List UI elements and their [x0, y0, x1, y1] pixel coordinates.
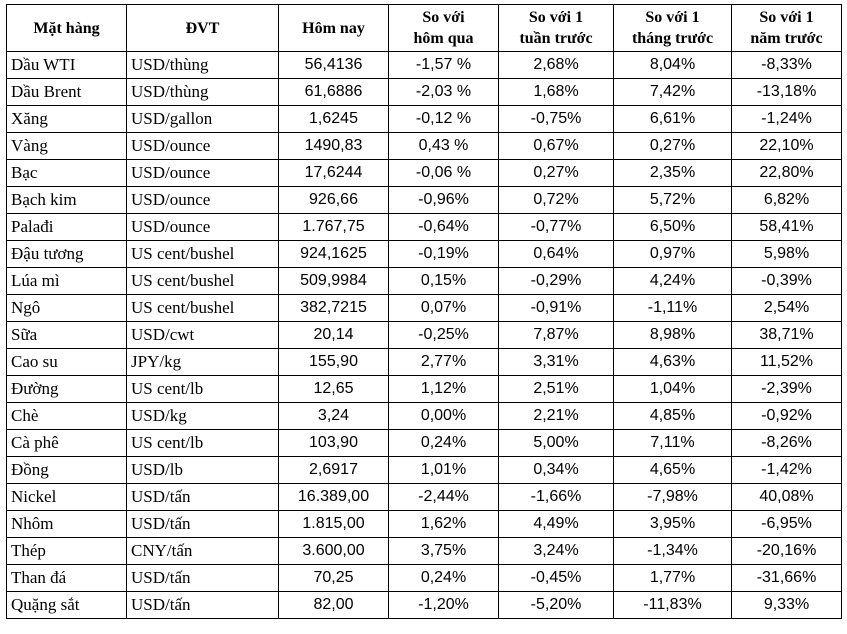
cell-vs-week: 7,87%	[499, 322, 614, 349]
column-header-item	[7, 5, 127, 52]
cell-unit: CNY/tấn	[127, 538, 279, 565]
cell-vs-year: 11,52%	[732, 349, 842, 376]
cell-vs-year: -6,95%	[732, 511, 842, 538]
column-header-vs-month	[614, 5, 732, 52]
cell-vs-week: -0,75%	[499, 106, 614, 133]
cell-vs-week: 2,68%	[499, 52, 614, 79]
cell-vs-week: -5,20%	[499, 592, 614, 619]
cell-vs-year: -31,66%	[732, 565, 842, 592]
column-header-line: So với	[422, 9, 465, 26]
cell-vs-year: -0,39%	[732, 268, 842, 295]
cell-today: 61,6886	[279, 79, 389, 106]
table-row	[7, 592, 842, 619]
cell-vs-month: 1,77%	[614, 565, 732, 592]
cell-unit: USD/ounce	[127, 133, 279, 160]
cell-item: Vàng	[7, 133, 127, 160]
cell-item: Sữa	[7, 322, 127, 349]
table-row	[7, 322, 842, 349]
cell-today: 16.389,00	[279, 484, 389, 511]
column-header-line: hôm qua	[413, 30, 474, 47]
cell-today: 2,6917	[279, 457, 389, 484]
cell-today: 103,90	[279, 430, 389, 457]
cell-vs-week: 3,24%	[499, 538, 614, 565]
cell-today: 509,9984	[279, 268, 389, 295]
table-header-row	[7, 5, 842, 52]
cell-item: Ngô	[7, 295, 127, 322]
table-row	[7, 79, 842, 106]
cell-today: 3,24	[279, 403, 389, 430]
cell-today: 56,4136	[279, 52, 389, 79]
cell-unit: USD/tấn	[127, 565, 279, 592]
cell-item: Palađi	[7, 214, 127, 241]
column-header-line: So với 1	[528, 9, 584, 26]
cell-today: 20,14	[279, 322, 389, 349]
cell-unit: USD/tấn	[127, 592, 279, 619]
column-header-unit	[127, 5, 279, 52]
cell-vs-week: 3,31%	[499, 349, 614, 376]
cell-item: Nickel	[7, 484, 127, 511]
cell-vs-month: 6,61%	[614, 106, 732, 133]
column-header-line: So với 1	[759, 9, 814, 26]
cell-vs-week: -1,66%	[499, 484, 614, 511]
table-row	[7, 133, 842, 160]
cell-vs-yesterday: 2,77%	[389, 349, 499, 376]
cell-unit: USD/thùng	[127, 52, 279, 79]
cell-unit: USD/ounce	[127, 160, 279, 187]
cell-today: 17,6244	[279, 160, 389, 187]
cell-item: Đồng	[7, 457, 127, 484]
cell-unit: US cent/lb	[127, 376, 279, 403]
cell-item: Bạch kim	[7, 187, 127, 214]
cell-today: 70,25	[279, 565, 389, 592]
cell-vs-yesterday: -1,20%	[389, 592, 499, 619]
cell-unit: USD/kg	[127, 403, 279, 430]
cell-today: 1490,83	[279, 133, 389, 160]
table-row	[7, 241, 842, 268]
cell-vs-month: 7,11%	[614, 430, 732, 457]
column-header-vs-year	[732, 5, 842, 52]
cell-vs-yesterday: 0,00%	[389, 403, 499, 430]
cell-vs-yesterday: 0,15%	[389, 268, 499, 295]
column-header-line: So với 1	[645, 9, 700, 26]
cell-vs-year: 6,82%	[732, 187, 842, 214]
cell-vs-year: 22,80%	[732, 160, 842, 187]
cell-item: Quặng sắt	[7, 592, 127, 619]
column-header-line: ĐVT	[185, 19, 220, 37]
cell-item: Xăng	[7, 106, 127, 133]
cell-vs-year: -8,26%	[732, 430, 842, 457]
cell-vs-yesterday: -2,44%	[389, 484, 499, 511]
cell-today: 924,1625	[279, 241, 389, 268]
cell-vs-yesterday: 1,12%	[389, 376, 499, 403]
cell-vs-yesterday: -0,12 %	[389, 106, 499, 133]
cell-unit: USD/ounce	[127, 214, 279, 241]
cell-item: Nhôm	[7, 511, 127, 538]
table-row	[7, 106, 842, 133]
cell-unit: USD/lb	[127, 457, 279, 484]
table-row	[7, 565, 842, 592]
cell-item: Than đá	[7, 565, 127, 592]
cell-unit: USD/tấn	[127, 484, 279, 511]
cell-vs-month: 2,35%	[614, 160, 732, 187]
cell-vs-month: 8,98%	[614, 322, 732, 349]
table-row	[7, 430, 842, 457]
cell-unit: USD/gallon	[127, 106, 279, 133]
cell-vs-yesterday: -0,19%	[389, 241, 499, 268]
cell-vs-month: 4,24%	[614, 268, 732, 295]
table-row	[7, 214, 842, 241]
cell-vs-week: -0,29%	[499, 268, 614, 295]
commodity-price-table	[6, 4, 842, 619]
cell-vs-week: 2,51%	[499, 376, 614, 403]
cell-item: Đường	[7, 376, 127, 403]
cell-vs-year: 5,98%	[732, 241, 842, 268]
cell-item: Cà phê	[7, 430, 127, 457]
cell-vs-yesterday: 0,24%	[389, 430, 499, 457]
cell-item: Chè	[7, 403, 127, 430]
cell-vs-week: 4,49%	[499, 511, 614, 538]
cell-item: Bạc	[7, 160, 127, 187]
column-header-vs-yesterday	[389, 5, 499, 52]
cell-item: Cao su	[7, 349, 127, 376]
cell-vs-month: 5,72%	[614, 187, 732, 214]
column-header-line: Hôm nay	[302, 19, 365, 37]
cell-vs-week: -0,45%	[499, 565, 614, 592]
cell-vs-yesterday: 3,75%	[389, 538, 499, 565]
table-row	[7, 295, 842, 322]
table-row	[7, 349, 842, 376]
cell-vs-year: 40,08%	[732, 484, 842, 511]
table-row	[7, 457, 842, 484]
cell-vs-yesterday: -0,25%	[389, 322, 499, 349]
cell-vs-year: -1,24%	[732, 106, 842, 133]
cell-vs-week: 5,00%	[499, 430, 614, 457]
column-header-line: năm trước	[750, 30, 823, 47]
table-row	[7, 187, 842, 214]
cell-vs-year: 2,54%	[732, 295, 842, 322]
cell-unit: US cent/bushel	[127, 295, 279, 322]
cell-vs-year: -1,42%	[732, 457, 842, 484]
cell-vs-month: 3,95%	[614, 511, 732, 538]
commodity-price-table-container	[6, 4, 842, 619]
cell-vs-year: -8,33%	[732, 52, 842, 79]
cell-item: Dầu Brent	[7, 79, 127, 106]
cell-vs-week: -0,91%	[499, 295, 614, 322]
cell-vs-year: -13,18%	[732, 79, 842, 106]
cell-vs-yesterday: -0,64%	[389, 214, 499, 241]
cell-vs-year: -20,16%	[732, 538, 842, 565]
cell-vs-year: 38,71%	[732, 322, 842, 349]
cell-vs-yesterday: -0,96%	[389, 187, 499, 214]
cell-today: 1.767,75	[279, 214, 389, 241]
cell-item: Dầu WTI	[7, 52, 127, 79]
column-header-vs-week	[499, 5, 614, 52]
table-body	[7, 52, 842, 619]
cell-vs-yesterday: -0,06 %	[389, 160, 499, 187]
cell-vs-yesterday: -2,03 %	[389, 79, 499, 106]
cell-vs-week: 0,27%	[499, 160, 614, 187]
table-row	[7, 52, 842, 79]
cell-vs-yesterday: 1,62%	[389, 511, 499, 538]
cell-unit: US cent/lb	[127, 430, 279, 457]
cell-vs-yesterday: 0,24%	[389, 565, 499, 592]
table-row	[7, 538, 842, 565]
cell-vs-year: 22,10%	[732, 133, 842, 160]
cell-item: Đậu tương	[7, 241, 127, 268]
cell-vs-week: 1,68%	[499, 79, 614, 106]
table-row	[7, 403, 842, 430]
cell-vs-week: 0,34%	[499, 457, 614, 484]
cell-unit: US cent/bushel	[127, 241, 279, 268]
cell-today: 82,00	[279, 592, 389, 619]
cell-today: 12,65	[279, 376, 389, 403]
cell-vs-month: 4,65%	[614, 457, 732, 484]
column-header-line: tháng trước	[631, 30, 714, 47]
cell-vs-year: 58,41%	[732, 214, 842, 241]
cell-vs-week: -0,77%	[499, 214, 614, 241]
cell-vs-yesterday: 1,01%	[389, 457, 499, 484]
cell-vs-month: -7,98%	[614, 484, 732, 511]
cell-item: Lúa mì	[7, 268, 127, 295]
cell-vs-yesterday: 0,43 %	[389, 133, 499, 160]
cell-item: Thép	[7, 538, 127, 565]
cell-today: 1,6245	[279, 106, 389, 133]
table-row	[7, 160, 842, 187]
cell-unit: JPY/kg	[127, 349, 279, 376]
cell-today: 155,90	[279, 349, 389, 376]
cell-vs-month: -1,34%	[614, 538, 732, 565]
table-row	[7, 268, 842, 295]
column-header-line: Mặt hàng	[33, 19, 100, 37]
column-header-today	[279, 5, 389, 52]
table-row	[7, 484, 842, 511]
cell-unit: USD/thùng	[127, 79, 279, 106]
column-header-line: tuần trước	[519, 30, 593, 47]
cell-vs-month: 8,04%	[614, 52, 732, 79]
cell-unit: US cent/bushel	[127, 268, 279, 295]
cell-vs-month: -1,11%	[614, 295, 732, 322]
cell-today: 1.815,00	[279, 511, 389, 538]
cell-vs-month: 0,27%	[614, 133, 732, 160]
cell-vs-month: -11,83%	[614, 592, 732, 619]
cell-vs-week: 0,64%	[499, 241, 614, 268]
cell-unit: USD/cwt	[127, 322, 279, 349]
cell-vs-week: 0,72%	[499, 187, 614, 214]
cell-vs-month: 1,04%	[614, 376, 732, 403]
cell-vs-yesterday: -1,57 %	[389, 52, 499, 79]
cell-unit: USD/tấn	[127, 511, 279, 538]
cell-vs-week: 2,21%	[499, 403, 614, 430]
cell-today: 382,7215	[279, 295, 389, 322]
cell-today: 3.600,00	[279, 538, 389, 565]
cell-vs-month: 7,42%	[614, 79, 732, 106]
cell-vs-yesterday: 0,07%	[389, 295, 499, 322]
cell-vs-year: -0,92%	[732, 403, 842, 430]
cell-unit: USD/ounce	[127, 187, 279, 214]
cell-vs-month: 6,50%	[614, 214, 732, 241]
cell-vs-week: 0,67%	[499, 133, 614, 160]
table-row	[7, 376, 842, 403]
cell-vs-year: -2,39%	[732, 376, 842, 403]
cell-vs-year: 9,33%	[732, 592, 842, 619]
cell-vs-month: 4,85%	[614, 403, 732, 430]
cell-vs-month: 4,63%	[614, 349, 732, 376]
cell-vs-month: 0,97%	[614, 241, 732, 268]
table-row	[7, 511, 842, 538]
cell-today: 926,66	[279, 187, 389, 214]
